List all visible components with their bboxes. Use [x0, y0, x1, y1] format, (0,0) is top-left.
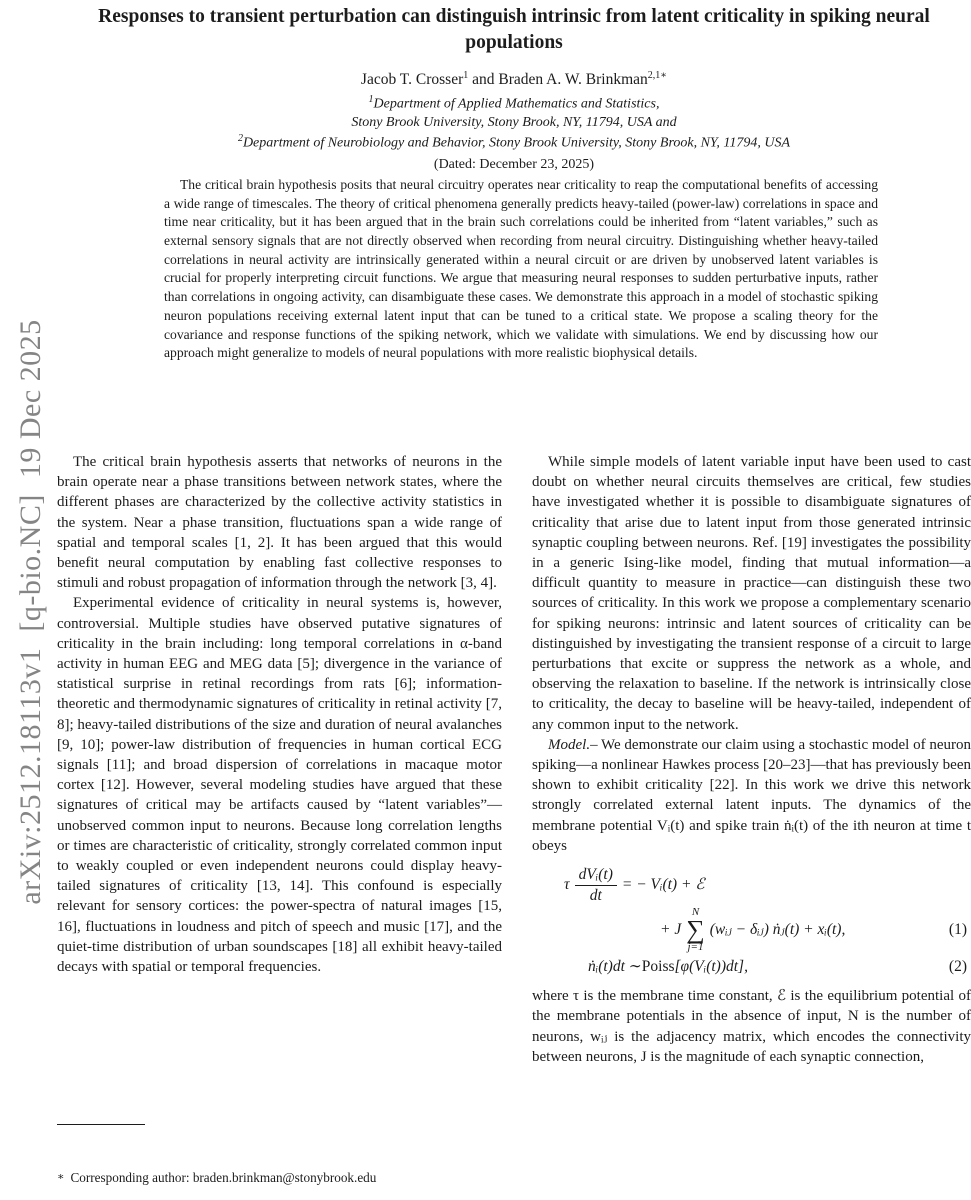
sigma-summation-symbol: ∑	[686, 914, 705, 944]
abstract: The critical brain hypothesis posits that neural circuitry operates near criticality to reap the computational benefits of accessing a wide range of timescales. The theory of critical phenomena generally predicts heavy-tailed (power-law) correlations in space and time near criticality, but it has been argued that in the brain such correlations could be inherited from “latent variables,” such as external sensory signals that are not directly observed when recording from neural circuitry. Distinguishing whether heavy-tailed correlations in neural activity are intrinsically generated within a neural circuit or are driven by unobserved latent variables is crucial for properly interpreting circuit functions. We argue that measuring neural responses to sudden perturbative inputs, rather than correlations in ongoing activity, can disambiguate these cases. We demonstrate this approach in a model of stochastic spiking neuron populations receiving external latent input that can be tuned to a critical state. We propose a scaling theory for the covariance and response functions of the spiking network, which we validate with simulations. We end by discussing how our approach might generalize to models of neural populations with more realistic biophysical details.	[164, 177, 878, 361]
left-column	[57, 452, 502, 977]
eq1-rhs-part2: (wᵢⱼ − δᵢⱼ) ṅⱼ(t) + xᵢ(t),	[709, 920, 846, 938]
eq1-sum-lower-limit: j=1	[687, 941, 704, 954]
paper-title: Responses to transient perturbation can distinguish intrinsic from latent criticality in spiking neural populations	[98, 6, 930, 53]
affiliations	[57, 93, 971, 154]
footnote-asterisk: ∗	[57, 1171, 65, 1183]
arxiv-stamp: arXiv:2512.18113v1 [q-bio.NC] 19 Dec 2025	[14, 319, 47, 905]
affiliation-3-superscript: 2	[237, 133, 243, 145]
right-paragraph-2-text: We demonstrate our claim using a stochastic model of neuron spiking—a nonlinear Hawkes process [20–23]—that has previously been shown to exhibit criticality [22]. In this work we drive this network strongly correlated external latent inputs. The dynamics of the membrane potential Vᵢ(t) and spike train ṅᵢ(t) of the ith neuron at time t obeys	[532, 736, 971, 854]
eq2-lhs: ṅᵢ(t)dt ∼	[588, 958, 642, 976]
right-paragraph-2	[532, 735, 971, 856]
authors-line	[57, 70, 971, 89]
eq1-summation	[686, 907, 705, 954]
right-paragraph-1: While simple models of latent variable input have been used to cast doubt on whether neural circuits themselves are critical, few studies have investigated whether it is possible to disambiguate signatures of criticality that arise due to latent input from those generated intrinsic synaptic coupling between neurons. Ref. [19] investigates the possibility in a generic Ising-like model, finding that mutual information—a difficult quantity to measure in practice—can distinguish these two sources of criticality. In this work we propose a complementary scenario for spiking neurons: intrinsic and latent sources of criticality can be distinguished by investigating the transient response of a circuit to large perturbations that excite or suppress the network as a whole, and observing the relaxation to baseline. If the network is intrinsically close to criticality, the decay to baseline will be heavy-tailed, independent of any common input to the network.	[532, 454, 971, 733]
date-line: (Dated: December 23, 2025)	[433, 157, 595, 173]
eq1-sum-upper-limit: N	[691, 905, 700, 918]
author-1: Jacob T. Crosser	[360, 71, 464, 89]
affiliation-3-text: Department of Neurobiology and Behavior, Stony Brook University, Stony Brook, NY, 11794, USA	[242, 135, 791, 151]
eq1-tau: τ	[564, 875, 570, 893]
affiliation-2-text: Stony Brook University, Stony Brook, NY, 11794, USA and	[351, 114, 677, 130]
corresponding-author-footnote	[57, 1170, 502, 1186]
footnote-divider	[57, 1124, 145, 1125]
right-column	[532, 452, 971, 1067]
affiliation-1-superscript: 1	[368, 93, 374, 105]
equation-2-line	[532, 957, 971, 978]
eq1-fraction	[575, 866, 617, 905]
affiliation-1-text: Department of Applied Mathematics and Statistics,	[373, 96, 660, 112]
author-2: Braden A. W. Brinkman	[498, 71, 648, 89]
eq2-argument: [φ(Vᵢ(t))dt],	[674, 958, 748, 976]
equations-block	[532, 866, 971, 978]
eq1-fraction-numerator: dVᵢ(t)	[575, 866, 617, 886]
author-1-superscript: 1	[463, 70, 469, 82]
affiliation-line-2	[57, 114, 971, 132]
equation-1-line-1	[532, 866, 971, 905]
equation-1-number: (1)	[948, 920, 967, 938]
equation-2-number: (2)	[948, 958, 967, 976]
eq2-poiss-operator: Poiss	[641, 958, 675, 976]
eq1-rhs-part1: = − Vᵢ(t) + ℰ	[621, 875, 705, 893]
author-2-superscript: 2,1∗	[647, 70, 668, 82]
model-section-lead: Model.–	[548, 736, 598, 753]
eq1-plus-J: + J	[660, 920, 682, 938]
eq1-fraction-denominator: dt	[589, 886, 602, 904]
footnote-text: Corresponding author: braden.brinkman@stonybrook.edu	[70, 1170, 377, 1185]
left-paragraph-1: The critical brain hypothesis asserts that networks of neurons in the brain operate near a phase transitions between network states, where the different phases are characterized by the collective activity statistics in the system. Near a phase transition, fluctuations span a wide range of spatial and temporal scales [1, 2]. It has been argued that this would benefit neural computation by enabling fast collective responses to stimuli and robust propagation of information through the network [3, 4].	[57, 454, 502, 592]
affiliation-line-1	[57, 93, 971, 114]
affiliation-line-3	[57, 132, 971, 153]
left-paragraph-2: Experimental evidence of criticality in neural systems is, however, controversial. Multiple studies have observed putative signatures of criticality in the brain including: long temporal correlations in α-band activity in human EEG and MEG data [5]; divergence in the variance of statistical surprise in retinal recordings from rats [6]; information-theoretic and thermodynamic signatures of criticality in retinal activity [7, 8]; heavy-tailed distributions of the size and duration of neural avalanches [9, 10]; power-law distribution of frequencies in human cortical ECG signals [11]; and broad dispersion of correlations in macaque motor cortex [12]. However, several modeling studies have argued that these signatures of critical may be artifacts caused by “latent variables”—unobserved common input to neurons. Because long correlation lengths or times are characteristic of criticality, strongly correlated common input to weakly coupled or even independent neurons could display heavy-tailed signatures of criticality [13, 14]. This confound is especially relevant for sensory cortices: the power-spectra of natural images [15, 16], fluctuations in loudness and pitch of speech and music [17], and the quiet-time distribution of urban soundscapes [18] all exhibit heavy-tailed decays with spatial or temporal frequencies.	[57, 595, 502, 976]
paper-header	[57, 4, 971, 173]
equation-1-line-2	[532, 907, 971, 954]
authors-conjunction: and	[468, 71, 499, 89]
right-paragraph-3: where τ is the membrane time constant, ℰ is the equilibrium potential of the membrane potentials in the absence of input, N is the number of neurons, wᵢⱼ is the adjacency matrix, which encodes the connectivity between neurons, J is the magnitude of each synaptic connection,	[532, 988, 971, 1065]
